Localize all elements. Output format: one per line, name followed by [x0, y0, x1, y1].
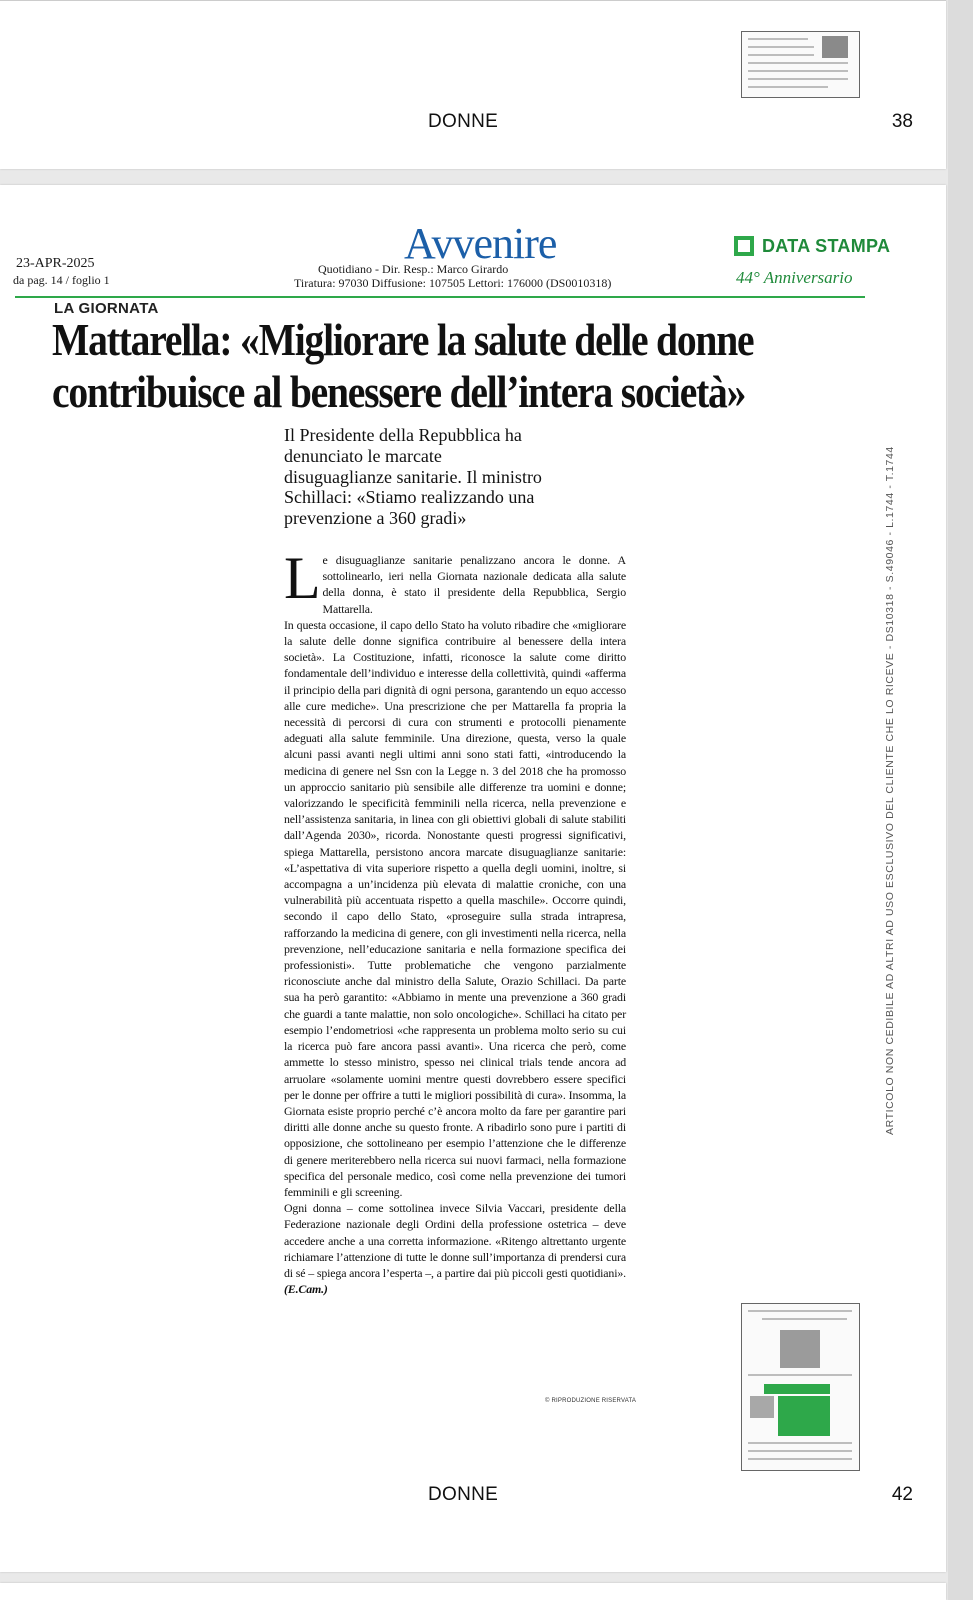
drop-cap: L	[284, 545, 321, 611]
article-body	[284, 545, 626, 1297]
article-paragraph	[284, 545, 626, 617]
license-note: ARTICOLO NON CEDIBILE AD ALTRI AD USO ESCLUSIVO DEL CLIENTE CHE LO RICEVE - DS10318 - S.49046 - L.1744 - T.1744	[884, 446, 896, 1135]
page-card-previous[interactable]	[0, 0, 946, 169]
header-divider	[15, 296, 865, 298]
article-headline: Mattarella: «Migliorare la salute delle donne contribuisce al benessere dell’intera società»	[52, 314, 754, 417]
article-kicker: LA GIORNATA	[54, 300, 159, 317]
page-thumbnail[interactable]	[741, 1303, 860, 1471]
article-paragraph: In questa occasione, il capo dello Stato ha voluto ribadire che «migliorare la salute delle donne significa contribuire al benessere della intera società». La Costituzione, infatti, riconosce la salute come diritto fondamentale dell’individuo e interesse della collettività, quindi «afferma il principio della pari dignità di ogni persona, garantendo un equo accesso alle cure mediche». Una prescrizione che per Mattarella fa propria la necessità di percorsi di cura con strumenti e protocolli pienamente adeguati alla salute femminile. Una direzione, questa, verso la quale alcuni passi avanti negli ultimi anni sono stati fatti, «introducendo la medicina di genere nel Ssn con la Legge n. 3 del 2018 che ha promosso un approccio sanitario più sensibile alle differenze tra uomini e donne; valorizzando le specificità femminili nella ricerca, nella prevenzione e nell’assistenza sanitaria, in linea con gli obiettivi globali di salute stabiliti dall’Agenda 2030», ricorda. Nonostante questi progressi significativi, spiega Mattarella, persistono ancora marcate disuguaglianze sanitarie: «L’aspettativa di vita superiore rispetto a quella degli uomini, inoltre, si accompagna a un’incidenza più elevata di malattie croniche, con una vulnerabilità più accentuata rispetto a quella maschile». Occorre quindi, secondo il capo dello Stato, «proseguire sulla strada intrapresa, rafforzando la medicina di genere, con gli investimenti nella ricerca, nella prevenzione, nell’educazione sanitaria e nella formazione specifica dei professionisti». Tutte problematiche che vengono parzialmente riconosciute anche dal ministro della Salute, Orazio Schillaci. Da parte sua ha però garantito: «Abbiamo in mente una prevenzione a 360 gradi che guardi a tante malattie, non solo oncologiche». Schillaci ha citato per esempio l’endometriosi «che rappresenta un problema molto serio su cui la ricerca può fare ancora passi avanti». Una ricerca che però, come ammette lo stesso ministro, spesso nei clinical trials tende ancora ad arruolare «solamente uomini mentre questi dovrebbero essere specifici per le donne per offrire a tutti le migliori possibilità di cura». Insomma, la Giornata esiste proprio perché c’è ancora molto da fare per garantire pari diritti alle donne anche su questo fronte. A ribadirlo sono pure i partiti di opposizione, che sottolineano per esempio l’attenzione che le differenze di genere meriterebbero nella ricerca sui nuovi farmaci, nella formazione specifica del personale medico, così come nella prevenzione dei tumori femminili e gli screening.	[284, 617, 626, 1199]
page-number: 38	[891, 111, 913, 132]
section-label: DONNE	[428, 111, 499, 132]
page-thumbnail[interactable]	[741, 31, 860, 98]
scroll-gutter	[948, 0, 973, 1600]
section-label: DONNE	[428, 1484, 499, 1505]
page-card-next[interactable]	[0, 1583, 946, 1600]
paragraph-text: Ogni donna – come sottolinea invece Silvia Vaccari, presidente della Federazione nazionale degli Ordini della professione ostetrica – deve accedere anche a una corretta informazione. «Ritengo altrettanto urgente richiamare l’attenzione di tutte le donne sull’importanza di prendersi cura di sé – spiega ancora l’esperta –, a partire dai più piccoli gesti quotidiani».	[284, 1201, 626, 1280]
page-number: 42	[891, 1484, 913, 1505]
publication-logo: Avvenire	[404, 219, 557, 268]
article-subhead: Il Presidente della Repubblica ha denunciato le marcate disuguaglianze sanitarie. Il ministro Schillaci: «Stiamo realizzando una prevenzione a 360 gradi»	[284, 425, 542, 529]
clipping-date: 23-APR-2025	[16, 256, 95, 271]
publication-info: Quotidiano - Dir. Resp.: Marco Girardo	[318, 262, 509, 276]
article-paragraph	[284, 1200, 626, 1297]
byline: (E.Cam.)	[284, 1282, 328, 1297]
data-stampa-logo-icon	[734, 236, 754, 256]
reproduction-notice: © RIPRODUZIONE RISERVATA	[545, 1398, 637, 1404]
circulation-info: Tiratura: 97030 Diffusione: 107505 Lettori: 176000 (DS0010318)	[294, 276, 612, 290]
data-stampa-anniversary: 44° Anniversario	[736, 268, 853, 287]
clipping-page-ref: da pag. 14 / foglio 1	[13, 273, 110, 287]
paragraph-text: e disuguaglianze sanitarie penalizzano ancora le donne. A sottolinearlo, ieri nella Giornata nazionale dedicata alla salute della donna, è stato il presidente della Repubblica, Sergio Mattarella.	[322, 553, 626, 616]
data-stampa-title: DATA STAMPA	[762, 236, 891, 256]
